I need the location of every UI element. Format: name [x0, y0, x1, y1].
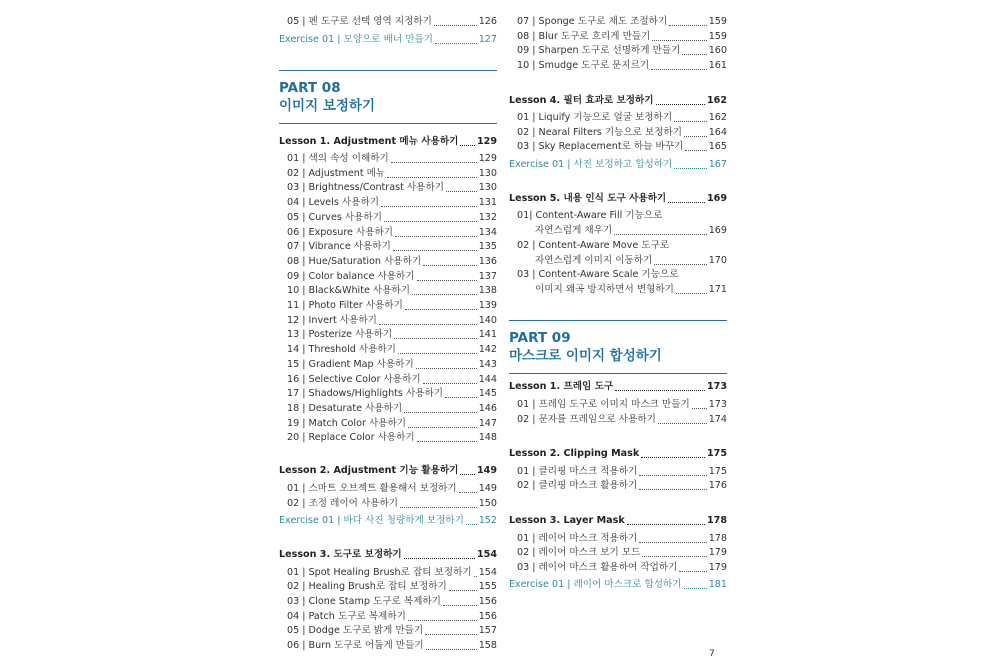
leader-dots — [684, 588, 707, 589]
entry-title: Exercise 01 | 모양으로 배너 만들기 — [279, 34, 434, 45]
leader-dots — [639, 542, 706, 543]
lesson-heading[interactable] — [509, 379, 727, 394]
entry-page: 178 — [708, 532, 727, 544]
leader-dots — [668, 202, 705, 203]
entry-page: 137 — [478, 270, 497, 282]
entry-title: 05 | Curves 사용하기 — [287, 211, 382, 223]
entry-title: 02 | 클리핑 마스크 활용하기 — [517, 480, 638, 491]
lesson-title: Lesson 4. 필터 효과로 보정하기 — [509, 95, 654, 106]
leader-dots — [426, 649, 477, 650]
toc-entry[interactable] — [279, 327, 497, 342]
entry-page: 156 — [478, 610, 497, 622]
toc-entry[interactable] — [279, 386, 497, 401]
entry-page: 170 — [708, 254, 727, 266]
leader-dots — [443, 605, 477, 606]
toc-entry[interactable] — [279, 283, 497, 298]
toc-entry[interactable] — [279, 342, 497, 357]
entry-title: 07 | Sponge 도구로 채도 조절하기 — [517, 16, 668, 27]
toc-entry[interactable] — [279, 195, 497, 210]
entry-title: 10 | Smudge 도구로 문지르기 — [517, 60, 650, 72]
toc-entry[interactable] — [509, 14, 727, 29]
leader-dots — [639, 489, 706, 490]
entry-title: 18 | Desaturate 사용하기 — [287, 402, 403, 414]
entry-title: 09 | Sharpen 도구로 선명하게 만들기 — [517, 45, 681, 57]
toc-entry[interactable] — [279, 594, 497, 609]
lesson-heading[interactable] — [279, 463, 497, 478]
part-divider — [279, 123, 497, 124]
leader-dots — [658, 423, 707, 424]
lesson-page: 169 — [706, 193, 727, 204]
leader-dots — [435, 43, 477, 44]
entry-page: 169 — [708, 225, 727, 236]
entry-title: 14 | Threshold 사용하기 — [287, 344, 396, 356]
lesson-heading[interactable] — [509, 446, 727, 461]
lesson-heading[interactable] — [509, 93, 727, 108]
toc-entry[interactable] — [509, 412, 727, 427]
leader-dots — [384, 221, 477, 222]
toc-entry[interactable] — [509, 478, 727, 493]
entry-page: 157 — [478, 625, 497, 637]
entry-page: 156 — [478, 595, 497, 607]
entry-title: 12 | Invert 사용하기 — [287, 314, 377, 326]
toc-entry[interactable] — [509, 253, 727, 268]
exercise-entry[interactable] — [279, 513, 497, 528]
entry-title: 01 | Liquify 기능으로 얼굴 보정하기 — [517, 112, 673, 123]
entry-page: 162 — [708, 112, 727, 123]
entry-page: 145 — [478, 388, 497, 400]
entry-title: 01 | 색의 속성 이해하기 — [287, 153, 389, 164]
toc-entry[interactable] — [509, 397, 727, 412]
toc-entry[interactable] — [279, 14, 497, 29]
entry-title: 03 | Sky Replacement로 하늘 바꾸기 — [517, 141, 684, 153]
lesson-title: Lesson 2. Adjustment 기능 활용하기 — [279, 465, 459, 476]
toc-entry[interactable] — [509, 29, 727, 44]
toc-entry[interactable] — [279, 401, 497, 416]
entry-title: 01 | 클리핑 마스크 적용하기 — [517, 465, 638, 477]
entry-title: 05 | 펜 도구로 선택 영역 지정하기 — [287, 16, 432, 27]
toc-entry[interactable] — [509, 139, 727, 154]
toc-entry[interactable] — [509, 560, 727, 575]
entry-page: 144 — [478, 373, 497, 385]
lesson-page: 149 — [476, 465, 497, 476]
toc-entry[interactable] — [279, 269, 497, 284]
entry-page: 146 — [478, 402, 497, 414]
leader-dots — [398, 353, 477, 354]
entry-title: 15 | Gradient Map 사용하기 — [287, 358, 414, 370]
entry-title: 02 | 레이어 마스크 보기 모드 — [517, 547, 641, 558]
entry-title: 02 | Healing Brush로 잡티 보정하기 — [287, 581, 447, 593]
entry-page: 139 — [478, 300, 497, 311]
leader-dots — [393, 250, 477, 251]
entry-page: 127 — [478, 34, 497, 45]
leader-dots — [387, 177, 476, 178]
entry-title: 01 | 레이어 마스크 적용하기 — [517, 532, 638, 544]
leader-dots — [639, 475, 706, 476]
lesson-page: 178 — [706, 515, 727, 526]
leader-dots — [425, 634, 477, 635]
lesson-page: 129 — [476, 136, 497, 147]
lesson-title: Lesson 3. 도구로 보정하기 — [279, 549, 402, 560]
leader-dots — [423, 383, 477, 384]
toc-entry[interactable] — [279, 180, 497, 195]
leader-dots — [408, 427, 477, 428]
entry-page: 143 — [478, 358, 497, 370]
entry-title: 01 | 스마트 오브젝트 활용해서 보정하기 — [287, 483, 457, 494]
entry-page: 136 — [478, 255, 497, 267]
toc-entry[interactable] — [279, 210, 497, 225]
entry-title: Exercise 01 | 레이어 마스크로 합성하기 — [509, 579, 682, 590]
toc-entry[interactable] — [509, 125, 727, 140]
entry-page: 167 — [708, 159, 727, 170]
leader-dots — [656, 104, 705, 105]
leader-dots — [395, 236, 477, 237]
lesson-page: 162 — [706, 95, 727, 106]
lesson-title: Lesson 1. Adjustment 메뉴 사용하기 — [279, 136, 459, 147]
entry-page: 159 — [708, 16, 727, 27]
lesson-heading[interactable] — [509, 191, 727, 206]
entry-title: 01 | 프레임 도구로 이미지 마스크 만들기 — [517, 399, 690, 410]
part-divider — [509, 373, 727, 374]
leader-dots — [685, 150, 706, 151]
entry-title: 02 | 조정 레이어 사용하기 — [287, 498, 399, 509]
lesson-page: 175 — [706, 448, 727, 459]
entry-title: 06 | Exposure 사용하기 — [287, 226, 394, 238]
leader-dots — [394, 338, 477, 339]
toc-entry[interactable] — [279, 151, 497, 166]
entry-title: Exercise 01 | 바다 사진 청량하게 보정하기 — [279, 515, 464, 526]
part-divider — [509, 320, 727, 321]
entry-page: 164 — [708, 126, 727, 138]
entry-page: 129 — [478, 153, 497, 164]
leader-dots — [381, 206, 477, 207]
lesson-page: 154 — [476, 549, 497, 560]
entry-page: 158 — [478, 640, 497, 651]
entry-title: 06 | Burn 도구로 어둡게 만들기 — [287, 640, 424, 651]
leader-dots — [652, 40, 706, 41]
entry-title: 05 | Dodge 도구로 밝게 만들기 — [287, 625, 424, 637]
leader-dots — [692, 408, 707, 409]
leader-dots — [674, 168, 706, 169]
entry-title: 01 | Spot Healing Brush로 잡티 보정하기 — [287, 566, 472, 578]
leader-dots — [404, 412, 477, 413]
entry-title: 11 | Photo Filter 사용하기 — [287, 300, 403, 311]
entry-page: 126 — [478, 16, 497, 27]
part-label: PART 09 — [509, 330, 571, 346]
lesson-heading[interactable] — [279, 134, 497, 149]
entry-page: 173 — [708, 399, 727, 410]
toc-entry[interactable] — [279, 254, 497, 269]
toc-entry[interactable] — [279, 623, 497, 638]
leader-dots — [474, 576, 477, 577]
entry-title: 10 | Black&White 사용하기 — [287, 285, 410, 297]
leader-dots — [405, 309, 477, 310]
toc-entry[interactable] — [279, 638, 497, 653]
leader-dots — [417, 280, 477, 281]
leader-dots — [460, 145, 475, 146]
toc-entry[interactable] — [279, 496, 497, 511]
entry-page: 142 — [478, 344, 497, 356]
leader-dots — [459, 492, 477, 493]
lesson-title: Lesson 3. Layer Mask — [509, 515, 625, 526]
entry-page: 148 — [478, 432, 497, 444]
leader-dots — [669, 25, 706, 26]
toc-entry[interactable] — [279, 166, 497, 181]
toc-entry[interactable] — [509, 223, 727, 238]
toc-entry[interactable] — [509, 545, 727, 560]
lesson-heading[interactable] — [279, 547, 497, 562]
entry-page: 175 — [708, 465, 727, 477]
leader-dots — [379, 324, 477, 325]
leader-dots — [654, 264, 706, 265]
entry-page: 138 — [478, 285, 497, 297]
toc-entry[interactable] — [279, 579, 497, 594]
entry-title: 02 | Adjustment 메뉴 — [287, 167, 386, 179]
entry-page: 135 — [478, 241, 497, 253]
entry-title: Exercise 01 | 사진 보정하고 합성하기 — [509, 159, 673, 170]
toc-entry[interactable] — [509, 464, 727, 479]
lesson-title: Lesson 1. 프레임 도구 — [509, 381, 614, 392]
entry-page: 179 — [708, 561, 727, 573]
entry-title: 02 | 문자를 프레임으로 사용하기 — [517, 413, 656, 425]
toc-entry[interactable] — [279, 481, 497, 496]
entry-page: 134 — [478, 226, 497, 238]
toc-entry[interactable] — [279, 357, 497, 372]
leader-dots — [676, 293, 707, 294]
entry-page: 181 — [708, 579, 727, 590]
entry-title: 09 | Color balance 사용하기 — [287, 270, 415, 282]
toc-entry[interactable] — [279, 298, 497, 313]
leader-dots — [391, 162, 477, 163]
entry-title: 19 | Match Color 사용하기 — [287, 417, 407, 429]
entry-title: 08 | Blur 도구로 흐리게 만들기 — [517, 30, 651, 42]
leader-dots — [682, 54, 706, 55]
leader-dots — [684, 136, 707, 137]
leader-dots — [642, 556, 706, 557]
part-divider — [279, 70, 497, 71]
entry-page: 147 — [478, 417, 497, 429]
exercise-entry[interactable] — [509, 577, 727, 592]
entry-title: 20 | Replace Color 사용하기 — [287, 432, 415, 444]
leader-dots — [400, 507, 477, 508]
entry-title: 13 | Posterize 사용하기 — [287, 329, 393, 341]
entry-page: 161 — [708, 60, 727, 72]
entry-page: 130 — [478, 167, 497, 179]
lesson-title: Lesson 2. Clipping Mask — [509, 448, 640, 459]
toc-entry[interactable] — [279, 416, 497, 431]
entry-title: 07 | Vibrance 사용하기 — [287, 241, 391, 253]
entry-title: 02 | Nearal Filters 기능으로 보정하기 — [517, 126, 683, 138]
toc-entry[interactable] — [279, 372, 497, 387]
entry-page: 160 — [708, 45, 727, 57]
leader-dots — [404, 558, 475, 559]
entry-page: 159 — [708, 30, 727, 42]
toc-entry-line1[interactable]: 03 | Content-Aware Scale 기능으로 — [517, 269, 679, 280]
exercise-entry[interactable] — [279, 32, 497, 47]
part-title: 이미지 보정하기 — [279, 98, 375, 114]
lesson-page: 173 — [706, 381, 727, 392]
leader-dots — [446, 191, 477, 192]
leader-dots — [627, 524, 705, 525]
entry-title: 17 | Shadows/Highlights 사용하기 — [287, 388, 444, 400]
entry-page: 141 — [478, 329, 497, 341]
toc-entry[interactable] — [509, 110, 727, 125]
toc-entry[interactable] — [509, 531, 727, 546]
toc-entry-line1[interactable]: 02 | Content-Aware Move 도구로 — [517, 239, 670, 251]
entry-page: 150 — [478, 498, 497, 509]
entry-title: 자연스럽게 이미지 이동하기 — [535, 254, 653, 266]
toc-entry[interactable] — [279, 225, 497, 240]
entry-page: 131 — [478, 197, 497, 209]
entry-page: 155 — [478, 581, 497, 593]
leader-dots — [423, 265, 477, 266]
leader-dots — [679, 571, 706, 572]
leader-dots — [408, 620, 477, 621]
toc-entry[interactable] — [279, 239, 497, 254]
toc-entry[interactable] — [509, 58, 727, 73]
exercise-entry[interactable] — [509, 157, 727, 172]
entry-page: 149 — [478, 483, 497, 494]
leader-dots — [417, 441, 477, 442]
leader-dots — [615, 390, 705, 391]
leader-dots — [412, 294, 477, 295]
lesson-title: Lesson 5. 내용 인식 도구 사용하기 — [509, 193, 667, 204]
part-title: 마스크로 이미지 합성하기 — [509, 348, 662, 364]
entry-title: 이미지 왜곡 방지하면서 변형하기 — [535, 284, 674, 295]
entry-page: 130 — [478, 182, 497, 194]
entry-page: 165 — [708, 141, 727, 153]
leader-dots — [460, 474, 475, 475]
entry-title: 03 | Brightness/Contrast 사용하기 — [287, 182, 444, 194]
entry-page: 132 — [478, 211, 497, 223]
entry-page: 179 — [708, 547, 727, 558]
leader-dots — [674, 121, 707, 122]
entry-title: 04 | Patch 도구로 복제하기 — [287, 610, 406, 622]
entry-title: 08 | Hue/Saturation 사용하기 — [287, 255, 422, 267]
leader-dots — [614, 234, 706, 235]
entry-page: 154 — [478, 566, 497, 578]
toc-entry[interactable] — [509, 43, 727, 58]
entry-page: 152 — [478, 515, 497, 526]
lesson-heading[interactable] — [509, 513, 727, 528]
entry-title: 03 | 레이어 마스크 활용하여 작업하기 — [517, 561, 678, 573]
leader-dots — [416, 368, 477, 369]
toc-entry[interactable] — [279, 565, 497, 580]
leader-dots — [651, 69, 707, 70]
entry-title: 자연스럽게 채우기 — [535, 225, 613, 236]
toc-entry[interactable] — [279, 430, 497, 445]
leader-dots — [449, 590, 477, 591]
entry-page: 176 — [708, 480, 727, 491]
leader-dots — [434, 25, 477, 26]
leader-dots — [641, 457, 705, 458]
leader-dots — [466, 524, 477, 525]
part-label: PART 08 — [279, 80, 341, 96]
toc-entry[interactable] — [509, 282, 727, 297]
entry-title: 16 | Selective Color 사용하기 — [287, 373, 421, 385]
entry-title: 03 | Clone Stamp 도구로 복제하기 — [287, 595, 441, 607]
entry-title: 04 | Levels 사용하기 — [287, 197, 379, 209]
leader-dots — [445, 397, 477, 398]
toc-entry-line1[interactable]: 01| Content-Aware Fill 기능으로 — [517, 210, 663, 221]
page-number: 7 — [709, 649, 715, 659]
entry-page: 140 — [478, 314, 497, 326]
toc-entry[interactable] — [279, 313, 497, 328]
entry-page: 171 — [708, 284, 727, 295]
entry-page: 174 — [708, 413, 727, 425]
toc-entry[interactable] — [279, 609, 497, 624]
